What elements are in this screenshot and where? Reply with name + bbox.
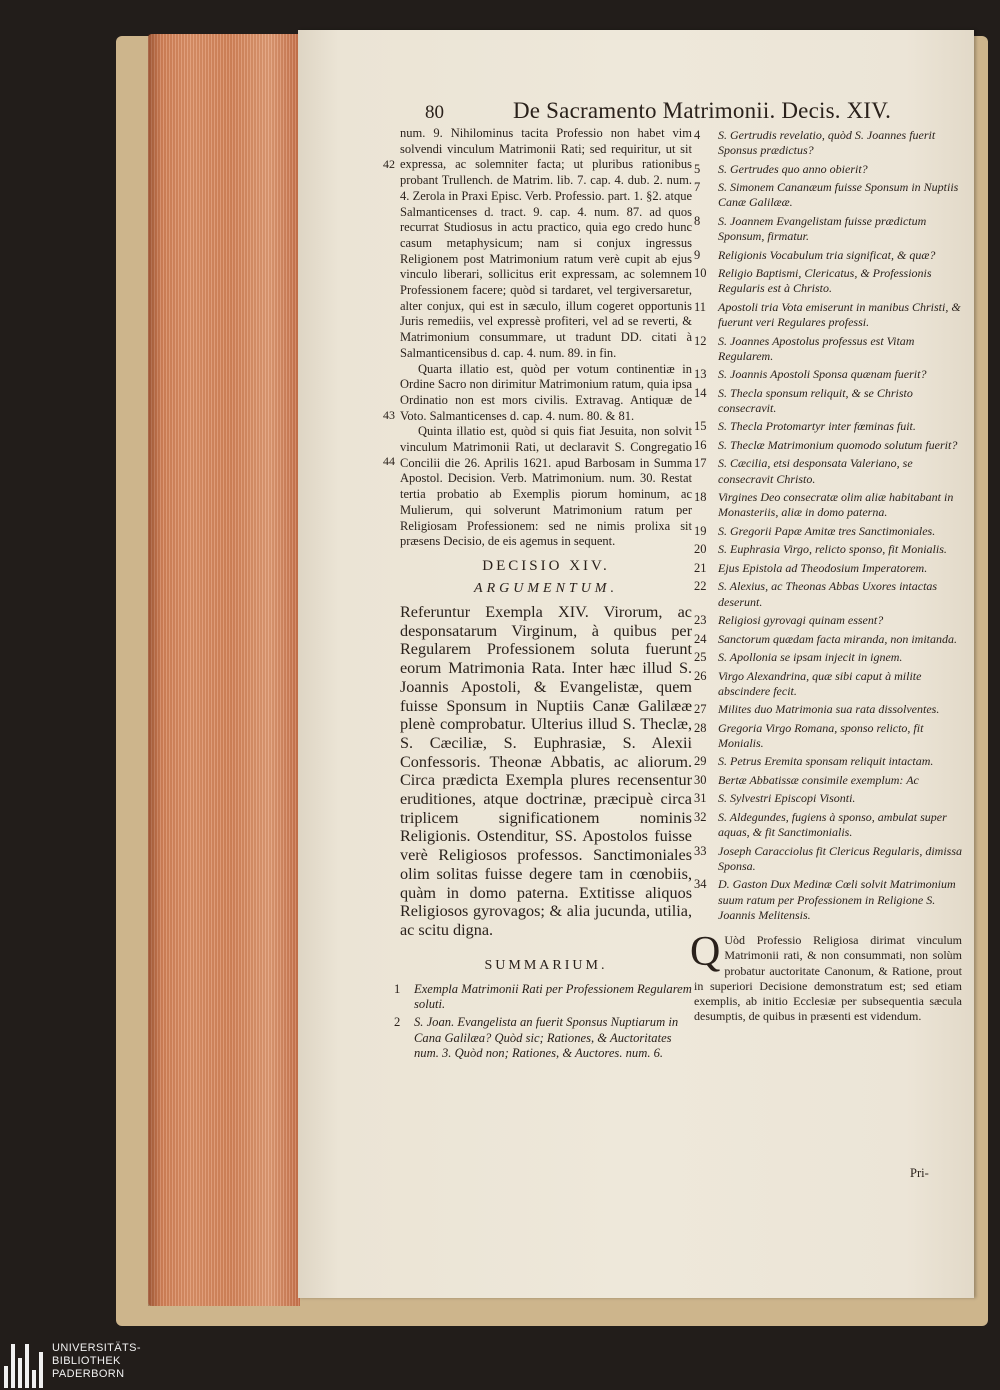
summarium-item [694, 214, 962, 244]
decisio-body-text [690, 928, 962, 1025]
item-text: S. Thecla sponsum reliquit, & se Christo consecravit. [718, 385, 913, 415]
item-number: 15 [694, 419, 707, 434]
summarium-heading: SUMMARIUM. [484, 957, 608, 973]
item-number: 27 [694, 702, 707, 717]
item-number: 31 [694, 791, 707, 806]
item-text: S. Joannis Apostoli Sponsa quænam fuerit? [718, 367, 927, 382]
item-text: S. Joannem Evangelistam fuisse prædictum Sponsum, firmatur. [718, 213, 927, 244]
summarium-item [694, 542, 962, 557]
summarium-item [694, 669, 962, 699]
item-number: 12 [694, 333, 707, 348]
item-number: 5 [694, 161, 701, 176]
margin-number: 42 [383, 157, 395, 171]
item-text: S. Apollonia se ipsam injecit in ignem. [718, 650, 903, 665]
item-text: Exempla Matrimonii Rati per Professionem Regularem soluti. [414, 981, 692, 1012]
summarium-item [694, 579, 962, 609]
logo-bars-icon [4, 1344, 48, 1388]
item-text: Religionis Vocabulum tria significat, & quæ? [718, 247, 936, 262]
summarium-item [694, 128, 962, 158]
item-number: 34 [694, 877, 707, 892]
margin-number: 44 [383, 454, 395, 469]
item-number: 7 [694, 180, 701, 195]
summarium-item [694, 844, 962, 874]
item-text: S. Gregorii Papæ Amitæ tres Sanctimoniales. [718, 523, 936, 538]
logo-text [52, 1342, 141, 1380]
item-number: 16 [694, 437, 707, 452]
catchword: Pri- [910, 1166, 929, 1180]
item-text: S. Aldegundes, fugiens à sponso, ambulat super aquas, & fit Sanctimonialis. [718, 809, 947, 840]
summarium-item [694, 180, 962, 210]
running-title: De Sacramento Matrimonii. Decis. XIV. [513, 98, 892, 123]
item-text: Religio Baptismi, Clericatus, & Professionis Regularis est à Christo. [718, 266, 932, 296]
item-text: Virgines Deo consecratæ olim aliæ habitabant in Monasteriis, aliæ in domo paterna. [718, 490, 954, 520]
item-number: 32 [694, 809, 707, 824]
item-number: 14 [694, 385, 707, 400]
item-number: 9 [694, 247, 701, 262]
item-text: Virgo Alexandrina, quæ sibi caput à milite abscindere fecit. [718, 668, 922, 698]
summarium-item [694, 266, 962, 296]
summarium-item [694, 877, 962, 923]
body-text: Uòd Professio Religiosa dirimat vinculum Matrimonii rati, & non consummati, non solùm probatur auctoritate Canonum, & Ratione, prout in superiori Decisione demonstratum est; sed etiam exemplis, ab initio Ecclesiæ per subsequentia sæcula desumptis, de quibus in præsenti est videndum. [694, 932, 962, 1024]
item-text: S. Alexius, ac Theonas Abbas Uxores intactas deserunt. [718, 579, 938, 609]
summarium-item [694, 702, 962, 717]
summarium-item [694, 300, 962, 330]
summarium-item [694, 721, 962, 751]
summarium-item [694, 773, 962, 788]
summarium-item [694, 490, 962, 520]
item-text: Sanctorum quædam facta miranda, non imitanda. [718, 631, 957, 646]
decisio-heading: DECISIO XIV. [482, 557, 610, 574]
item-number: 17 [694, 456, 707, 471]
paragraph-quarta-illatio [383, 361, 692, 425]
summarium-item [694, 248, 962, 263]
item-text: Joseph Caracciolus fit Clericus Regularis, dimissa Sponsa. [718, 843, 962, 873]
summarium-item [694, 162, 962, 177]
summarium-item [394, 981, 692, 1013]
summarium-item [694, 632, 962, 647]
logo-line: BIBLIOTHEK [52, 1354, 121, 1367]
page-edge-stack [148, 34, 300, 1306]
item-number: 18 [694, 490, 707, 505]
item-text: S. Theclæ Matrimonium quomodo solutum fuerit? [718, 437, 958, 452]
summarium-item [694, 456, 962, 486]
item-text: S. Gertrudes quo anno obierit? [718, 161, 868, 176]
summarium-list-continued [694, 128, 962, 923]
summarium-item [694, 334, 962, 364]
summarium-item [694, 561, 962, 576]
item-text: Bertæ Abbatissæ consimile exemplum: Ac [718, 772, 919, 787]
item-number: 4 [694, 128, 701, 142]
summarium-item [694, 791, 962, 806]
item-number: 11 [694, 299, 707, 314]
drop-cap: Q [690, 928, 721, 975]
paragraph-text: Quinta illatio est, quòd si quis fiat Jesuita, non solvit vinculum Matrimonii Rati, ut declaravit S. Congregatio Concilii die 26. Aprilis 1621. apud Barbosam in Summa Apostol. Decision. Verb. Matrimonium. num. 30. Restat tertia probatio ab Exemplis piorum hominum, ac Mulierum, qui solverunt Matrimonium ratum per Religiosam Professionem: sed ne nimis prolixa sit præsens Decisio, de eis agemus in sequent. [400, 424, 692, 549]
library-logo [0, 1340, 180, 1390]
item-text: S. Euphrasia Virgo, relicto sponso, fit Monialis. [718, 542, 947, 557]
item-number: 1 [394, 981, 401, 996]
summarium-item [694, 524, 962, 539]
item-text: S. Thecla Protomartyr inter fœminas fuit. [718, 419, 916, 434]
item-text: S. Joan. Evangelista an fuerit Sponsus Nuptiarum in Cana Galilæa? Quòd sic; Rationes, & Auctoritates num. 3. Quòd non; Rationes, & Auctores. num. 6. [414, 1015, 679, 1061]
item-number: 26 [694, 668, 707, 683]
summarium-item [694, 810, 962, 840]
item-number: 25 [694, 650, 707, 665]
summarium-item [694, 650, 962, 665]
item-text: S. Cæcilia, etsi desponsata Valeriano, se consecravit Christo. [718, 456, 913, 486]
item-text: Milites duo Matrimonia sua rata dissolventes. [718, 702, 940, 717]
item-number: 29 [694, 754, 707, 769]
item-number: 10 [694, 266, 707, 281]
summarium-item [694, 367, 962, 382]
item-text: Religiosi gyrovagi quinam essent? [718, 613, 884, 628]
summarium-item [694, 754, 962, 769]
item-number: 20 [694, 542, 707, 557]
right-column [690, 128, 962, 1025]
item-number: 22 [694, 579, 707, 594]
summarium-item [694, 438, 962, 453]
summarium-item [694, 613, 962, 628]
page-header [425, 98, 965, 128]
item-number: 19 [694, 523, 707, 538]
item-number: 24 [694, 631, 707, 646]
argumentum-heading: ARGUMENTUM. [474, 580, 618, 596]
logo-line: PADERBORN [52, 1367, 125, 1380]
item-text: S. Joannes Apostolus professus est Vitam Regularem. [718, 333, 915, 363]
argumentum-text: Referuntur Exempla XIV. Virorum, ac desponsatarum Virginum, à quibus per Regularem Professionem soluta fuerunt eorum Matrimonia Rata. Inter hæc illud S. Joannis Apostoli, & Evangelistæ, quem fuisse Sponsum in Nuptiis Canæ Galilææ plenè comprobatur. Ulterius illud S. Theclæ, S. Cæciliæ, S. Euphrasiæ, S. Alexii Confessoris. Theonæ Abbatis, ac aliorum. Circa prædicta Exempla plures recensentur eruditiones, atque doctrinæ, præcipuè circa triplicem significationem nominis Religionis. Ostenditur, SS. Apostolos fuisse verè Religiosos professos. Sanctimoniales olim solitas fuisse degere tam in cœnobiis, quàm in domo paterna. Extitisse aliquos Religiosos gyrovagos; & alia jucunda, utilia, ac scitu digna. [400, 602, 692, 939]
item-number: 2 [394, 1015, 401, 1030]
summarium-item [394, 1015, 692, 1062]
item-number: 8 [694, 213, 701, 228]
paragraph-quinta-illatio [383, 424, 692, 550]
item-number: 23 [694, 613, 707, 628]
summarium-item [694, 386, 962, 416]
margin-number: 43 [383, 407, 395, 422]
item-text: S. Sylvestri Episcopi Visonti. [718, 791, 856, 806]
item-text: Apostoli tria Vota emiserunt in manibus Christi, & fuerunt veri Regulares professi. [718, 299, 961, 330]
page-number: 80 [425, 102, 444, 123]
item-text: S. Petrus Eremita sponsam reliquit intactam. [718, 754, 934, 769]
item-text: S. Simonem Cananæum fuisse Sponsum in Nuptiis Canæ Galilææ. [718, 180, 959, 210]
item-number: 28 [694, 720, 707, 735]
item-text: S. Gertrudis revelatio, quòd S. Joannes fuerit Sponsus prædictus? [718, 128, 936, 158]
item-number: 13 [694, 367, 707, 382]
item-number: 33 [694, 843, 707, 858]
paragraph-continuation [383, 126, 692, 362]
item-number: 21 [694, 560, 707, 575]
item-number: 30 [694, 772, 707, 787]
item-text: Ejus Epistola ad Theodosium Imperatorem. [718, 560, 928, 575]
item-text: D. Gaston Dux Medinæ Cœli solvit Matrimonium suum ratum per Professionem in Religione S. Joannis Melitensis. [718, 877, 956, 922]
summarium-item [694, 419, 962, 434]
logo-line: UNIVERSITÄTS- [52, 1342, 141, 1354]
item-text: Gregoria Virgo Romana, sponso relicto, fit Monialis. [718, 720, 924, 750]
paragraph-text: Quarta illatio est, quòd per votum continentiæ in Ordine Sacro non dirimitur Matrimonium ratum, quia ipsa Ordinatio non est mors civilis. Extravag. Antiquæ de Voto. Salmanticenses d. cap. 4. num. 80. & 81. [400, 361, 692, 423]
left-column [383, 126, 692, 1064]
paragraph-text: num. 9. Nihilominus tacita Professio non habet vim solvendi vinculum Matrimonii Rati; sed requiritur, ut sit expressa, ac solemniter facta; ut pluribus rationibus probant Trullench. de Matrim. lib. 7. cap. 4. dub. 2. num. 4. Zerola in Praxi Episc. Verb. Professio. part. 1. §2. atque Salmanticenses d. tract. 9. cap. 4. num. 87. ad quos recurrat Studiosus in actu practico, quia ego credo hunc casum metaphysicum; nam si conjux ingressus Religionem post Matrimonium ratum verè cupit ab ejus vinculo liberari, sollicitus erit expressam, ac solemnem Professionem facere; quòd si tardaret, vel tergiversaretur, alter conjux, qui est in sæculo, illum cogeret opportunis Juris remediis, vel expressè profiteri, vel ad se reverti, & Matrimonium consummare, ut tradunt DD. citati à Salmanticensibus d. cap. 4. num. 89. in fin. [400, 126, 692, 360]
